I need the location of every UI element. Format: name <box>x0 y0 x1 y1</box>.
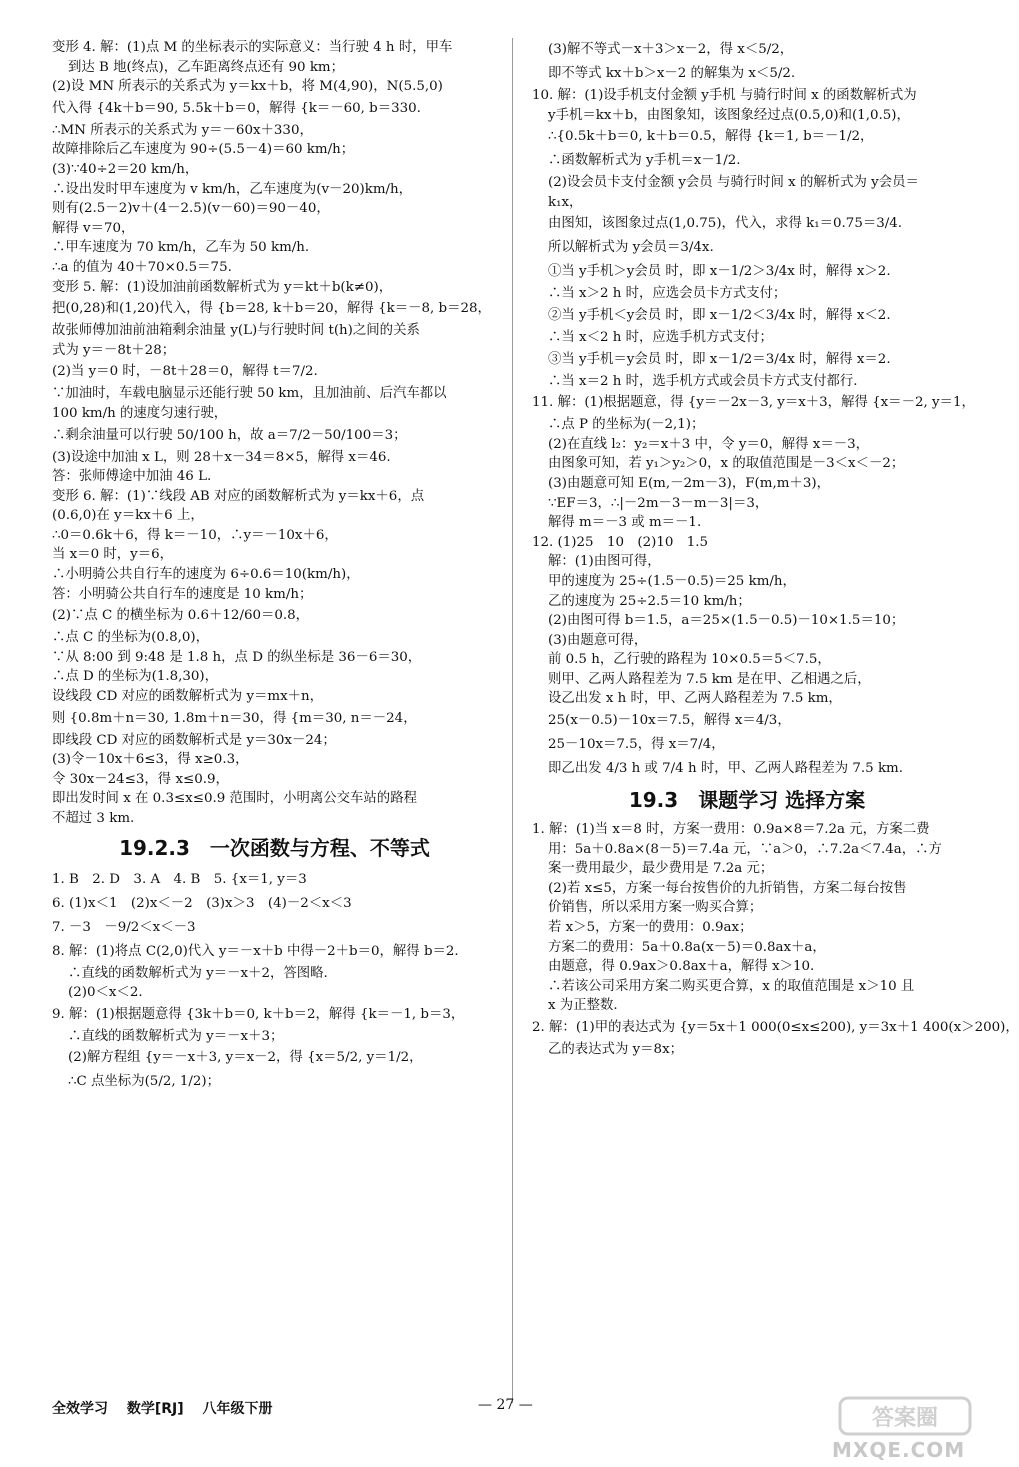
text-line: 变形 5. 解：(1)设加油前函数解析式为 y＝kt＋b(k≠0)， <box>52 279 393 295</box>
text-line: ②当 y手机＜y会员 时，即 x－1/2＜3/4x 时，解得 x＜2. <box>548 307 891 323</box>
footer-subject: 数学[RJ] <box>126 1401 184 1417</box>
text-line: (3)解不等式－x＋3＞x－2，得 x＜5/2， <box>548 42 794 57</box>
text-line: (3)由题意可得， <box>548 632 648 648</box>
text-line: 代入得 {4k＋b＝90, 5.5k＋b＝0，解得 {k＝－60, b＝330. <box>52 100 421 116</box>
text-line: ∴0＝0.6k＋6，得 k＝－10，∴y＝－10x＋6， <box>52 527 338 543</box>
text-line: 答：张师傅途中加油 46 L. <box>52 469 212 485</box>
text-line: ∴甲车速度为 70 km/h，乙车为 50 km/h. <box>52 240 310 256</box>
text-line: 即不等式 kx＋b＞x－2 的解集为 x＜5/2. <box>548 66 796 81</box>
text-line: ∴若该公司采用方案二购买更合算，x 的取值范围是 x＞10 且 <box>548 978 915 994</box>
text-line: 则甲、乙两人路程差为 7.5 km 是在甲、乙相遇之后， <box>548 671 871 687</box>
text-line: 1. B 2. D 3. A 4. B 5. {x＝1, y＝3 <box>52 871 307 887</box>
text-line: (2)设 MN 所表示的关系式为 y＝kx＋b，将 M(4,90)，N(5.5,0) <box>52 79 443 95</box>
text-line: 答：小明骑公共自行车的速度是 10 km/h； <box>52 586 313 602</box>
text-line: ∴剩余油量可以行驶 50/100 h，故 a＝7/2－50/100＝3； <box>52 427 407 443</box>
watermark-url: MXQE.COM <box>832 1438 966 1462</box>
text-line: ∵加油时，车载电脑显示还能行驶 50 km，且加油前、后汽车都以 <box>52 386 447 402</box>
text-line: (2)当 y＝0 时，－8t＋28＝0，解得 t＝7/2. <box>52 364 318 380</box>
text-line: 9. 解：(1)根据题意得 {3k＋b＝0, k＋b＝2，解得 {k＝－1, b＝3， <box>52 1006 465 1022</box>
right-exercises-block <box>532 820 1019 1060</box>
text-line: (2)∵点 C 的横坐标为 0.6＋12/60＝0.8， <box>52 608 310 624</box>
left-answers-block <box>52 38 497 829</box>
section-heading-19-3: 19.3 课题学习 选择方案 <box>628 788 866 813</box>
text-line: 变形 6. 解：(1)∵线段 AB 对应的函数解析式为 y＝kx＋6，点 <box>52 488 425 504</box>
text-line: 前 0.5 h，乙行驶的路程为 10×0.5＝5＜7.5， <box>548 652 831 668</box>
text-line: y手机＝kx＋b，由图象知，该图象经过点(0.5,0)和(1,0.5)， <box>548 107 910 123</box>
text-line: (2)在直线 l₂：y₂＝x＋3 中，令 y＝0，解得 x＝－3， <box>548 436 870 452</box>
text-line: x 为正整数. <box>548 998 618 1014</box>
text-line: 11. 解：(1)根据题意，得 {y＝－2x－3, y＝x＋3，解得 {x＝－2, y＝1， <box>532 395 975 411</box>
text-line: 故障排除后乙车速度为 90÷(5.5－4)＝60 km/h； <box>52 142 355 158</box>
text-line: ∴{0.5k＋b＝0, k＋b＝0.5，解得 {k＝1, b＝－1/2， <box>548 129 874 145</box>
text-line: ∵EF＝3，∴|－2m－3－m－3|＝3， <box>548 495 769 511</box>
text-line: ∵从 8:00 到 9:48 是 1.8 h，点 D 的纵坐标是 36－6＝30， <box>52 649 422 665</box>
text-line: 解得 v＝70， <box>52 220 135 236</box>
text-line: 25(x－0.5)－10x＝7.5，解得 x＝4/3， <box>548 713 791 729</box>
text-line: ∴函数解析式为 y手机＝x－1/2. <box>548 153 741 169</box>
text-line: 即出发时间 x 在 0.3≤x≤0.9 范围时，小明离公交车站的路程 <box>52 791 417 807</box>
text-line: 乙的表达式为 y＝8x； <box>548 1042 684 1057</box>
right-column <box>532 38 1019 1060</box>
text-line: 令 30x－24≤3，得 x≤0.9， <box>52 771 229 787</box>
text-line: (3)设途中加油 x L，则 28＋x－34＝8×5，解得 x＝46. <box>52 449 391 465</box>
text-line: 解得 m＝－3 或 m＝－1. <box>548 515 702 531</box>
text-line: 乙的速度为 25÷2.5＝10 km/h； <box>548 593 751 609</box>
text-line: k₁x， <box>548 194 583 210</box>
text-line: 由题意，得 0.9ax＞0.8ax＋a，解得 x＞10. <box>548 959 815 975</box>
text-line: ∴MN 所表示的关系式为 y＝－60x＋330， <box>52 122 313 138</box>
text-line: (3)令－10x＋6≤3，得 x≥0.3， <box>52 752 249 768</box>
text-line: 即线段 CD 对应的函数解析式是 y＝30x－24； <box>52 732 336 748</box>
page-number: — 27 — <box>478 1397 533 1413</box>
text-line: 由图知，该图象过点(1,0.75)，代入，求得 k₁＝0.75＝3/4. <box>548 216 903 232</box>
text-line: 用：5a＋0.8a×(8－5)＝7.4a 元，∵a＞0，∴7.2a＜7.4a，∴方 <box>548 841 942 857</box>
text-line: 即乙出发 4/3 h 或 7/4 h 时，甲、乙两人路程差为 7.5 km. <box>548 761 904 777</box>
section-heading-19-2-3: 19.2.3 一次函数与方程、不等式 <box>119 835 430 860</box>
text-line: 若 x＞5，方案一的费用：0.9ax； <box>548 920 753 936</box>
text-line: ∴当 x＝2 h 时，选手机方式或会员卡方式支付都行. <box>548 373 858 389</box>
text-line: 甲的速度为 25÷(1.5－0.5)＝25 km/h， <box>548 573 796 589</box>
column-divider <box>512 38 513 1403</box>
text-line: 100 km/h 的速度匀速行驶， <box>52 405 228 421</box>
text-line: (2)若 x≤5，方案一每台按售价的九折销售，方案二每台按售 <box>548 880 907 896</box>
text-line: 由图象可知，若 y₁＞y₂＞0，x 的取值范围是－3＜x＜－2； <box>548 456 905 472</box>
text-line: 案一费用最少，最少费用是 7.2a 元； <box>548 861 774 877</box>
text-line: 7. －3 －9/2＜x＜－3 <box>52 919 196 935</box>
text-line: (3)∵40÷2＝20 km/h， <box>52 161 199 177</box>
left-exercises-block <box>52 868 497 1095</box>
text-line: 不超过 3 km. <box>52 811 135 826</box>
text-line: ∴a 的值为 40＋70×0.5＝75. <box>52 259 232 275</box>
text-line: 式为 y＝－8t＋28； <box>52 342 176 358</box>
text-line: 12. (1)25 10 (2)10 1.5 <box>532 534 709 550</box>
text-line: 所以解析式为 y会员＝3/4x. <box>548 240 714 256</box>
text-line: 方案二的费用：5a＋0.8a(x－5)＝0.8ax＋a， <box>548 939 826 955</box>
text-line: 到达 B 地(终点)，乙车距离终点还有 90 km； <box>68 59 345 75</box>
text-line: 当 x＝0 时，y＝6， <box>52 547 174 563</box>
text-line: (2)解方程组 {y＝－x＋3, y＝x－2，得 {x＝5/2, y＝1/2， <box>68 1050 423 1066</box>
page-footer <box>52 1398 287 1418</box>
text-line: 25－10x＝7.5，得 x＝7/4， <box>548 737 725 753</box>
text-line: 设乙出发 x h 时，甲、乙两人路程差为 7.5 km， <box>548 691 842 707</box>
text-line: 10. 解：(1)设手机支付金额 y手机 与骑行时间 x 的函数解析式为 <box>532 88 917 103</box>
text-line: 把(0,28)和(1,20)代入，得 {b＝28, k＋b＝20，解得 {k＝－8, b＝28， <box>52 301 491 317</box>
text-line: ∴当 x＞2 h 时，应选会员卡方式支付； <box>548 286 787 302</box>
footer-brand: 全效学习 <box>52 1401 108 1417</box>
text-line: ∴当 x＜2 h 时，应选手机方式支付； <box>548 329 773 345</box>
text-line: 解：(1)由图可得， <box>548 554 661 570</box>
text-line: ③当 y手机＝y会员 时，即 x－1/2＝3/4x 时，解得 x＝2. <box>548 351 891 367</box>
right-answers-block <box>532 38 975 781</box>
text-line: 则有(2.5－2)v＋(4－2.5)(v－60)＝90－40， <box>52 201 330 217</box>
text-line: ∴点 C 的坐标为(0.8,0)， <box>52 630 210 646</box>
text-line: 2. 解：(1)甲的表达式为 {y＝5x＋1 000(0≤x≤200), y＝3x＋1 400(x＞200)， <box>532 1020 1019 1035</box>
svg-text:答案圈: 答案圈 <box>871 1406 939 1431</box>
text-line: (3)由题意可知 E(m,－2m－3)，F(m,m＋3)， <box>548 475 830 491</box>
text-line: (2)设会员卡支付金额 y会员 与骑行时间 x 的解析式为 y会员＝ <box>548 175 919 191</box>
footer-grade: 八年级下册 <box>202 1401 273 1417</box>
text-line: (2)由图可得 b＝1.5，a＝25×(1.5－0.5)－10×1.5＝10； <box>548 613 905 629</box>
text-line: ∴点 P 的坐标为(－2,1)； <box>548 417 705 433</box>
text-line: 则 {0.8m＋n＝30, 1.8m＋n＝30，得 {m＝30, n＝－24， <box>52 710 417 726</box>
left-column <box>52 38 497 1094</box>
text-line: ∴C 点坐标为(5/2, 1/2)； <box>68 1074 221 1090</box>
text-line: ∴直线的函数解析式为 y＝－x＋2，答图略. <box>68 965 328 981</box>
text-line: ∴点 D 的坐标为(1.8,30)， <box>52 669 219 685</box>
text-line: 故张师傅加油前油箱剩余油量 y(L)与行驶时间 t(h)之间的关系 <box>52 323 420 339</box>
text-line: 6. (1)x＜1 (2)x＜－2 (3)x＞3 (4)－2＜x＜3 <box>52 895 352 911</box>
text-line: 价销售，所以采用方案一购买合算； <box>548 900 763 916</box>
text-line: 8. 解：(1)将点 C(2,0)代入 y＝－x＋b 中得－2＋b＝0，解得 b＝2. <box>52 943 459 959</box>
text-line: ∴设出发时甲车速度为 v km/h，乙车速度为(v－20)km/h， <box>52 181 413 197</box>
text-line: 变形 4. 解：(1)点 M 的坐标表示的实际意义：当行驶 4 h 时，甲车 <box>52 40 453 55</box>
text-line: ①当 y手机＞y会员 时，即 x－1/2＞3/4x 时，解得 x＞2. <box>548 264 891 280</box>
text-line: ∴直线的函数解析式为 y＝－x＋3； <box>68 1028 284 1044</box>
text-line: 1. 解：(1)当 x＝8 时，方案一费用：0.9a×8＝7.2a 元，方案二费 <box>532 822 930 838</box>
text-line: 设线段 CD 对应的函数解析式为 y＝mx＋n， <box>52 689 324 705</box>
text-line: (0.6,0)在 y＝kx＋6 上， <box>52 508 204 524</box>
text-line: ∴小明骑公共自行车的速度为 6÷0.6＝10(km/h)， <box>52 567 360 583</box>
text-line: (2)0＜x＜2. <box>68 985 143 1001</box>
